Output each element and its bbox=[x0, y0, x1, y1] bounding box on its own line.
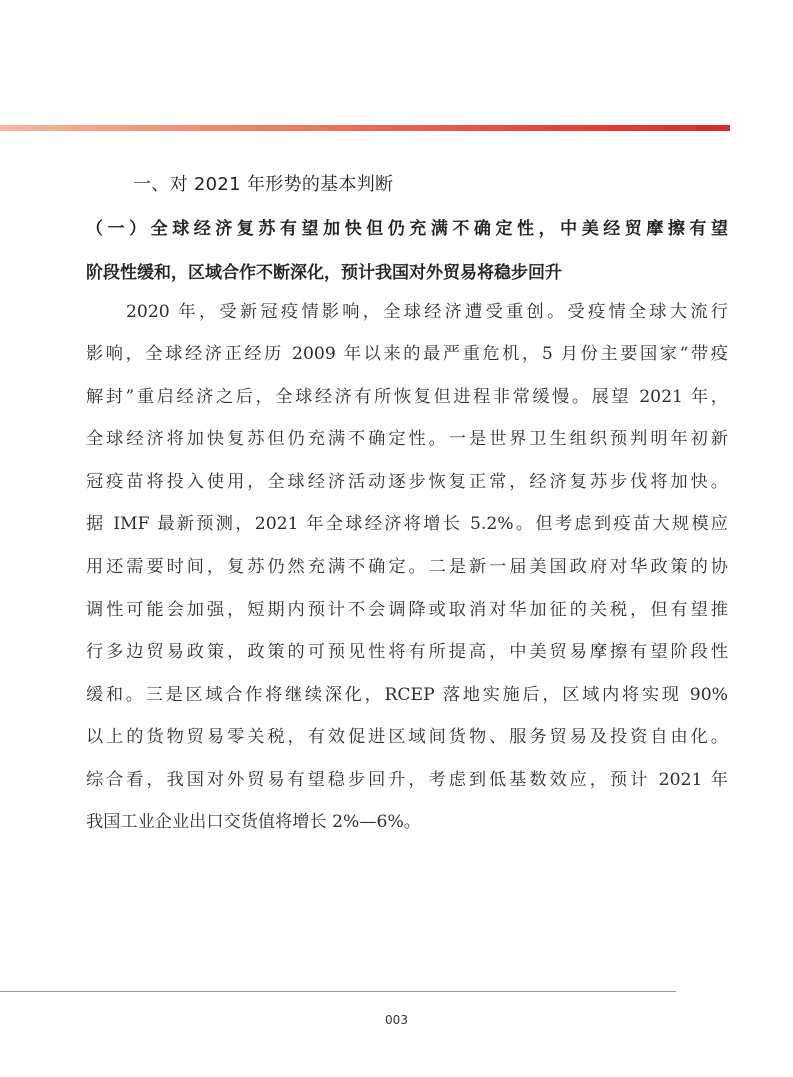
subheading-line-2: 阶段性缓和，区域合作不断深化，预计我国对外贸易将稳步回升 bbox=[86, 263, 562, 283]
paragraph-line-11: 以上的货物贸易零关税，有效促进区域间货物、服务贸易及投资自由化。 bbox=[86, 727, 728, 747]
section-heading: 一、对 2021 年形势的基本判断 bbox=[133, 174, 394, 195]
paragraph-line-7: 用还需要时间，复苏仍然充满不确定。二是新一届美国政府对华政策的协 bbox=[86, 557, 728, 577]
paragraph-line-2: 影响，全球经济正经历 2009 年以来的最严重危机，5 月份主要国家“带疫 bbox=[86, 344, 728, 364]
paragraph-line-10: 缓和。三是区域合作将继续深化，RCEP 落地实施后，区域内将实现 90% bbox=[86, 685, 728, 705]
paragraph-line-13: 我国工业企业出口交货值将增长 2%—6%。 bbox=[86, 812, 421, 832]
paragraph-line-1: 2020 年，受新冠疫情影响，全球经济遭受重创。受疫情全球大流行 bbox=[126, 302, 728, 322]
paragraph-line-3: 解封”重启经济之后，全球经济有所恢复但进程非常缓慢。展望 2021 年， bbox=[86, 387, 728, 407]
paragraph-line-6: 据 IMF 最新预测，2021 年全球经济将增长 5.2%。但考虑到疫苗大规模应 bbox=[86, 514, 728, 534]
footer-divider bbox=[0, 991, 676, 992]
paragraph-line-5: 冠疫苗将投入使用，全球经济活动逐步恢复正常，经济复苏步伐将加快。 bbox=[86, 472, 728, 492]
paragraph-line-12: 综合看，我国对外贸易有望稳步回升，考虑到低基数效应，预计 2021 年 bbox=[86, 770, 728, 790]
paragraph-line-8: 调性可能会加强，短期内预计不会调降或取消对华加征的关税，但有望推 bbox=[86, 600, 728, 620]
subheading-line-1: （一）全球经济复苏有望加快但仍充满不确定性，中美经贸摩擦有望 bbox=[86, 219, 728, 239]
paragraph-line-4: 全球经济将加快复苏但仍充满不确定性。一是世界卫生组织预判明年初新 bbox=[86, 429, 728, 449]
page-number: 003 bbox=[385, 1013, 408, 1027]
paragraph-line-9: 行多边贸易政策，政策的可预见性将有所提高，中美贸易摩擦有望阶段性 bbox=[86, 642, 728, 662]
header-accent-rule bbox=[0, 125, 730, 131]
